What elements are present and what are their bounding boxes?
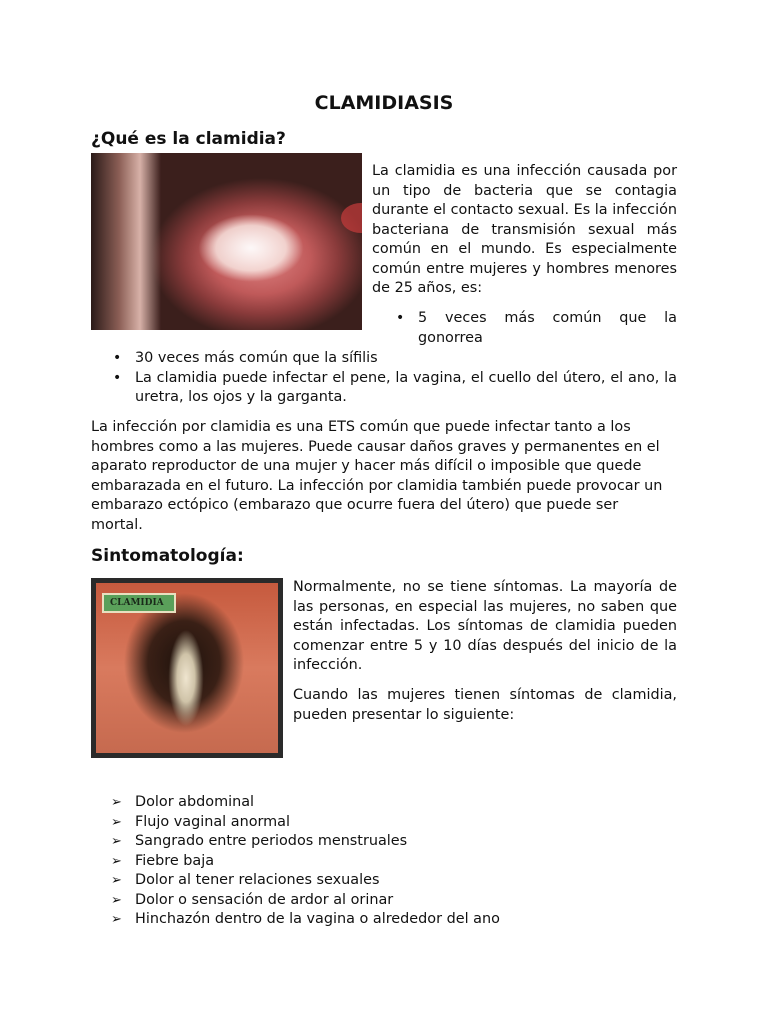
symptoms-list xyxy=(135,793,695,930)
list-item: • La clamidia puede infectar el pene, la vagina, el cuello del útero, el ano, la uretra, los ojos y la garganta. xyxy=(135,369,677,408)
bullet-list xyxy=(135,349,677,408)
list-item: ➢ Dolor al tener relaciones sexuales xyxy=(135,871,695,891)
list-item: ➢ Flujo vaginal anormal xyxy=(135,813,695,833)
intro-paragraph: La clamidia es una infección causada por un tipo de bacteria que se contagia durante el contacto sexual. Es la infección bacteriana de transmisión sexual más común en el mundo. Es especialmente común entre mujeres y hombres menores de 25 años, es: xyxy=(372,163,677,296)
clinical-photo-labeled xyxy=(91,578,283,758)
inline-bullet-list xyxy=(418,309,677,348)
symptoms-intro-paragraph: Normalmente, no se tiene síntomas. La mayoría de las personas, en especial las mujeres, no saben que están infectadas. Los síntomas de clamidia pueden comenzar entre 5 y 10 días después del inicio de la infección. xyxy=(293,579,677,673)
document-title: CLAMIDIASIS xyxy=(314,92,454,114)
clinical-photo xyxy=(91,153,362,330)
section-heading-what-is: ¿Qué es la clamidia? xyxy=(91,129,286,149)
body-paragraph: La infección por clamidia es una ETS común que puede infectar tanto a los hombres como a las mujeres. Puede causar daños graves y permanentes en el aparato reproductor de una mujer y hacer más difícil o imposible que quede embarazada en el futuro. La infección por clamidia también puede provocar un embarazo ectópico (embarazo que ocurre fuera del útero) que puede ser mortal. xyxy=(91,419,663,533)
list-item: • 30 veces más común que la sífilis xyxy=(135,349,677,369)
list-item: • 5 veces más común que la gonorrea xyxy=(418,309,677,348)
list-item: ➢ Dolor o sensación de ardor al orinar xyxy=(135,891,695,911)
list-item: ➢ Hinchazón dentro de la vagina o alrededor del ano xyxy=(135,910,695,930)
list-item: ➢ Dolor abdominal xyxy=(135,793,695,813)
symptoms-lead-paragraph: Cuando las mujeres tienen síntomas de clamidia, pueden presentar lo siguiente: xyxy=(293,687,677,723)
list-item: ➢ Fiebre baja xyxy=(135,852,695,872)
image-caption-label: CLAMIDIA xyxy=(102,593,176,613)
section-heading-symptoms: Sintomatología: xyxy=(91,546,244,566)
list-item: ➢ Sangrado entre periodos menstruales xyxy=(135,832,695,852)
